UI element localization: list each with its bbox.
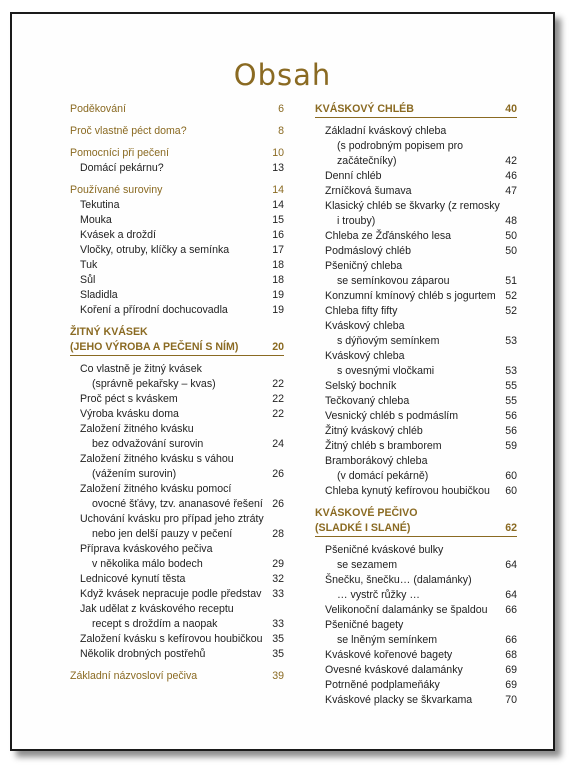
toc-page-number: 64: [505, 559, 517, 571]
toc-entry: [70, 161, 284, 176]
toc-entry-title: bez odvažování surovin: [92, 438, 204, 450]
toc-page-number: 66: [505, 604, 517, 616]
toc-entry: [315, 409, 517, 424]
toc-entry: [315, 454, 517, 469]
toc-entry-title: Pomocníci při pečení: [70, 147, 169, 159]
toc-section-heading: [315, 102, 517, 118]
toc-entry-title: Kváskový chleba: [325, 350, 405, 362]
toc-page-number: 70: [505, 694, 517, 706]
toc-entry-title: Kvásek a droždí: [80, 229, 156, 241]
toc-entry-title: Sladidla: [80, 289, 118, 301]
toc-entry: [315, 693, 517, 708]
toc-entry-title: KVÁSKOVÝ CHLÉB: [315, 103, 414, 115]
toc-entry-title: Chleba kynutý kefírovou houbičkou: [325, 485, 490, 497]
toc-entry: [315, 289, 517, 304]
toc-page-number: 56: [505, 410, 517, 422]
toc-entry: [70, 228, 284, 243]
toc-entry-title: Jak udělat z kváskového receptu: [80, 603, 234, 615]
toc-entry: [315, 484, 517, 499]
toc-page-number: 55: [505, 380, 517, 392]
toc-entry-title: ovocné šťávy, tzv. ananasové řešení: [92, 498, 263, 510]
toc-page-number: 66: [505, 634, 517, 646]
toc-entry: [315, 199, 517, 214]
toc-entry-title: Založení žitného kvásku pomocí: [80, 483, 232, 495]
page-title: Obsah: [233, 58, 332, 92]
toc-entry: [70, 512, 284, 527]
toc-page-number: 17: [272, 244, 284, 256]
toc-section-heading: [70, 340, 284, 356]
toc-entry: [315, 304, 517, 319]
toc-entry: [315, 588, 517, 603]
toc-entry-title: Pšeničný chleba: [325, 260, 403, 272]
toc-page-number: 55: [505, 395, 517, 407]
toc-entry-title: s ovesnými vločkami: [337, 365, 435, 377]
toc-section-heading: [70, 146, 284, 161]
toc-entry: [315, 618, 517, 633]
toc-entry-title: Chleba fifty fifty: [325, 305, 398, 317]
toc-entry: [315, 543, 517, 558]
toc-entry: [70, 213, 284, 228]
toc-entry-title: Používané suroviny: [70, 184, 163, 196]
toc-entry-title: Zrníčková šumava: [325, 185, 412, 197]
toc-page-number: 39: [272, 670, 284, 682]
toc-entry-title: Proč péct s kváskem: [80, 393, 178, 405]
toc-entry-title: Tečkovaný chleba: [325, 395, 410, 407]
toc-entry: [70, 422, 284, 437]
toc-entry-title: Výroba kvásku doma: [80, 408, 179, 420]
toc-page-number: 35: [272, 633, 284, 645]
toc-entry-title: Vločky, otruby, klíčky a semínka: [80, 244, 230, 256]
toc-entry-title: Tekutina: [80, 199, 120, 211]
toc-entry-title: Konzumní kmínový chléb s jogurtem: [325, 290, 496, 302]
toc-entry-title: Vesnický chléb s podmáslím: [325, 410, 459, 422]
toc-entry-title: Denní chléb: [325, 170, 382, 182]
toc-page-number: 19: [272, 304, 284, 316]
toc-entry: [315, 244, 517, 259]
toc-entry: [315, 124, 517, 139]
toc-page-number: 22: [272, 378, 284, 390]
toc-page-number: 8: [278, 125, 284, 137]
toc-entry: [70, 617, 284, 632]
toc-entry: [315, 469, 517, 484]
toc-entry: [70, 377, 284, 392]
toc-entry-title: Klasický chléb se škvarky (z remosky: [325, 200, 500, 212]
toc-page-number: 18: [272, 274, 284, 286]
toc-entry: [315, 678, 517, 693]
toc-entry-title: Kváskové placky se škvarkama: [325, 694, 473, 706]
toc-page-number: 56: [505, 425, 517, 437]
toc-entry: [70, 527, 284, 542]
toc-left-column: [70, 102, 284, 684]
toc-entry-title: Sůl: [80, 274, 96, 286]
toc-page-number: 52: [505, 305, 517, 317]
toc-entry-title: Když kvásek nepracuje podle představ: [80, 588, 262, 600]
section-gap: [315, 499, 517, 506]
toc-entry-title: Podmáslový chléb: [325, 245, 411, 257]
toc-entry-title: se sezamem: [337, 559, 398, 571]
toc-entry-title: Pšeničné kváskové bulky: [325, 544, 444, 556]
toc-entry: [315, 439, 517, 454]
toc-entry: [70, 467, 284, 482]
toc-page-number: 10: [272, 147, 284, 159]
toc-page-number: 22: [272, 408, 284, 420]
toc-entry-title: začátečníky): [337, 155, 397, 167]
toc-section-heading: [70, 124, 284, 139]
toc-entry: [315, 394, 517, 409]
toc-entry: [315, 558, 517, 573]
book-page: [10, 12, 555, 751]
toc-entry: [70, 542, 284, 557]
section-gap: [70, 662, 284, 669]
toc-entry-title: i trouby): [337, 215, 376, 227]
toc-page-number: 40: [505, 103, 517, 115]
toc-entry-title: Šnečku, šnečku… (dalamánky): [325, 574, 472, 586]
toc-entry: [70, 632, 284, 647]
toc-entry-title: s dýňovým semínkem: [337, 335, 440, 347]
toc-entry-title: KVÁSKOVÉ PEČIVO: [315, 507, 418, 519]
toc-page-number: 48: [505, 215, 517, 227]
toc-entry-title: Mouka: [80, 214, 112, 226]
toc-entry: [315, 424, 517, 439]
toc-entry: [315, 648, 517, 663]
toc-entry: [70, 288, 284, 303]
toc-page-number: 59: [505, 440, 517, 452]
toc-entry-title: Koření a přírodní dochucovadla: [80, 304, 228, 316]
toc-page-number: 46: [505, 170, 517, 182]
toc-entry-title: … vystrč růžky …: [337, 589, 420, 601]
toc-entry: [70, 437, 284, 452]
toc-entry: [315, 184, 517, 199]
toc-page-number: 24: [272, 438, 284, 450]
toc-entry: [70, 258, 284, 273]
toc-entry-title: Uchování kvásku pro případ jeho ztráty: [80, 513, 264, 525]
toc-section-heading: [70, 325, 284, 340]
toc-page-number: 32: [272, 573, 284, 585]
toc-entry: [315, 229, 517, 244]
toc-entry: [70, 407, 284, 422]
toc-entry: [315, 379, 517, 394]
toc-entry-title: Potrněné podplameňáky: [325, 679, 440, 691]
section-gap: [70, 139, 284, 146]
toc-entry: [315, 633, 517, 648]
toc-entry-title: (správně pekařsky – kvas): [92, 378, 216, 390]
toc-entry: [315, 334, 517, 349]
toc-entry: [315, 349, 517, 364]
toc-page-number: 64: [505, 589, 517, 601]
toc-page-number: 60: [505, 485, 517, 497]
toc-entry-title: nebo jen delší pauzy v pečení: [92, 528, 233, 540]
toc-entry-title: se lněným semínkem: [337, 634, 438, 646]
toc-entry-title: Bramborákový chleba: [325, 455, 428, 467]
toc-entry-title: ŽITNÝ KVÁSEK: [70, 326, 148, 338]
toc-entry: [70, 392, 284, 407]
toc-page-number: 29: [272, 558, 284, 570]
toc-page-number: 50: [505, 230, 517, 242]
toc-entry: [70, 273, 284, 288]
toc-entry-title: Žitný kváskový chléb: [325, 425, 423, 437]
toc-entry-title: Co vlastně je žitný kvásek: [80, 363, 202, 375]
toc-entry: [70, 602, 284, 617]
toc-entry: [70, 647, 284, 662]
toc-entry: [70, 572, 284, 587]
toc-entry-title: Založení žitného kvásku s váhou: [80, 453, 234, 465]
toc-entry: [70, 243, 284, 258]
toc-entry: [70, 497, 284, 512]
toc-entry-title: Základní názvosloví pečiva: [70, 670, 198, 682]
toc-entry: [315, 319, 517, 334]
toc-entry: [315, 214, 517, 229]
toc-entry: [70, 198, 284, 213]
toc-entry: [315, 573, 517, 588]
toc-entry-title: Založení žitného kvásku: [80, 423, 194, 435]
toc-entry: [315, 169, 517, 184]
toc-page-number: 53: [505, 365, 517, 377]
toc-right-column: [315, 102, 517, 708]
toc-page-number: 28: [272, 528, 284, 540]
toc-entry-title: Žitný chléb s bramborem: [325, 440, 442, 452]
toc-entry-title: Pšeničné bagety: [325, 619, 404, 631]
toc-page-number: 14: [272, 184, 284, 196]
toc-entry-title: Kváskový chleba: [325, 320, 405, 332]
toc-page-number: 69: [505, 664, 517, 676]
toc-entry: [315, 663, 517, 678]
toc-page-number: 18: [272, 259, 284, 271]
toc-page-number: 35: [272, 648, 284, 660]
toc-entry-title: Proč vlastně péct doma?: [70, 125, 187, 137]
toc-page-number: 16: [272, 229, 284, 241]
toc-entry-title: Lednicové kynutí těsta: [80, 573, 186, 585]
toc-entry-title: Kváskové kořenové bagety: [325, 649, 453, 661]
toc-entry: [70, 557, 284, 572]
toc-page-number: 60: [505, 470, 517, 482]
toc-page-number: 26: [272, 468, 284, 480]
section-gap: [70, 318, 284, 325]
toc-page-number: 33: [272, 588, 284, 600]
toc-entry-title: Chleba ze Žďánského lesa: [325, 230, 452, 242]
toc-section-heading: [70, 102, 284, 117]
toc-entry: [315, 154, 517, 169]
toc-entry-title: (v domácí pekárně): [337, 470, 429, 482]
toc-entry-title: v několika málo bodech: [92, 558, 203, 570]
toc-page-number: 22: [272, 393, 284, 405]
toc-entry-title: Příprava kváskového pečiva: [80, 543, 213, 555]
toc-entry-title: Domácí pekárnu?: [80, 162, 164, 174]
toc-section-heading: [70, 669, 284, 684]
toc-entry-title: (vážením surovin): [92, 468, 177, 480]
toc-entry-title: recept s droždím a naopak: [92, 618, 218, 630]
toc-entry-title: Založení kvásku s kefírovou houbičkou: [80, 633, 263, 645]
toc-entry-title: Základní kváskový chleba: [325, 125, 447, 137]
toc-entry: [315, 274, 517, 289]
toc-entry-title: se semínkovou záparou: [337, 275, 450, 287]
toc-entry: [315, 364, 517, 379]
toc-page-number: 68: [505, 649, 517, 661]
toc-entry: [70, 303, 284, 318]
toc-entry-title: Tuk: [80, 259, 98, 271]
toc-entry-title: Ovesné kváskové dalamánky: [325, 664, 463, 676]
toc-page-number: 62: [505, 522, 517, 534]
toc-page-number: 53: [505, 335, 517, 347]
toc-entry: [70, 587, 284, 602]
toc-page-number: 47: [505, 185, 517, 197]
toc-section-heading: [315, 506, 517, 521]
section-gap: [70, 176, 284, 183]
toc-page-number: 50: [505, 245, 517, 257]
toc-entry-title: Selský bochník: [325, 380, 397, 392]
toc-page-number: 33: [272, 618, 284, 630]
toc-entry-title: Poděkování: [70, 103, 126, 115]
toc-entry: [70, 452, 284, 467]
toc-page-number: 26: [272, 498, 284, 510]
toc-entry: [70, 362, 284, 377]
toc-section-heading: [70, 183, 284, 198]
toc-entry-title: (SLADKÉ I SLANÉ): [315, 522, 411, 534]
toc-page-number: 69: [505, 679, 517, 691]
toc-page-number: 14: [272, 199, 284, 211]
toc-page-number: 6: [278, 103, 284, 115]
toc-entry: [315, 139, 517, 154]
section-gap: [70, 117, 284, 124]
toc-entry-title: Několik drobných postřehů: [80, 648, 206, 660]
toc-page-number: 42: [505, 155, 517, 167]
toc-entry-title: Velikonoční dalamánky se špaldou: [325, 604, 488, 616]
toc-page-number: 15: [272, 214, 284, 226]
toc-entry: [70, 482, 284, 497]
toc-entry: [315, 603, 517, 618]
toc-entry-title: (s podrobným popisem pro: [337, 140, 464, 152]
toc-page-number: 51: [505, 275, 517, 287]
toc-page-number: 52: [505, 290, 517, 302]
toc-page-number: 13: [272, 162, 284, 174]
toc-entry-title: (JEHO VÝROBA A PEČENÍ S NÍM): [70, 341, 239, 353]
toc-entry: [315, 259, 517, 274]
toc-page-number: 19: [272, 289, 284, 301]
toc-page-number: 20: [272, 341, 284, 353]
toc-section-heading: [315, 521, 517, 537]
